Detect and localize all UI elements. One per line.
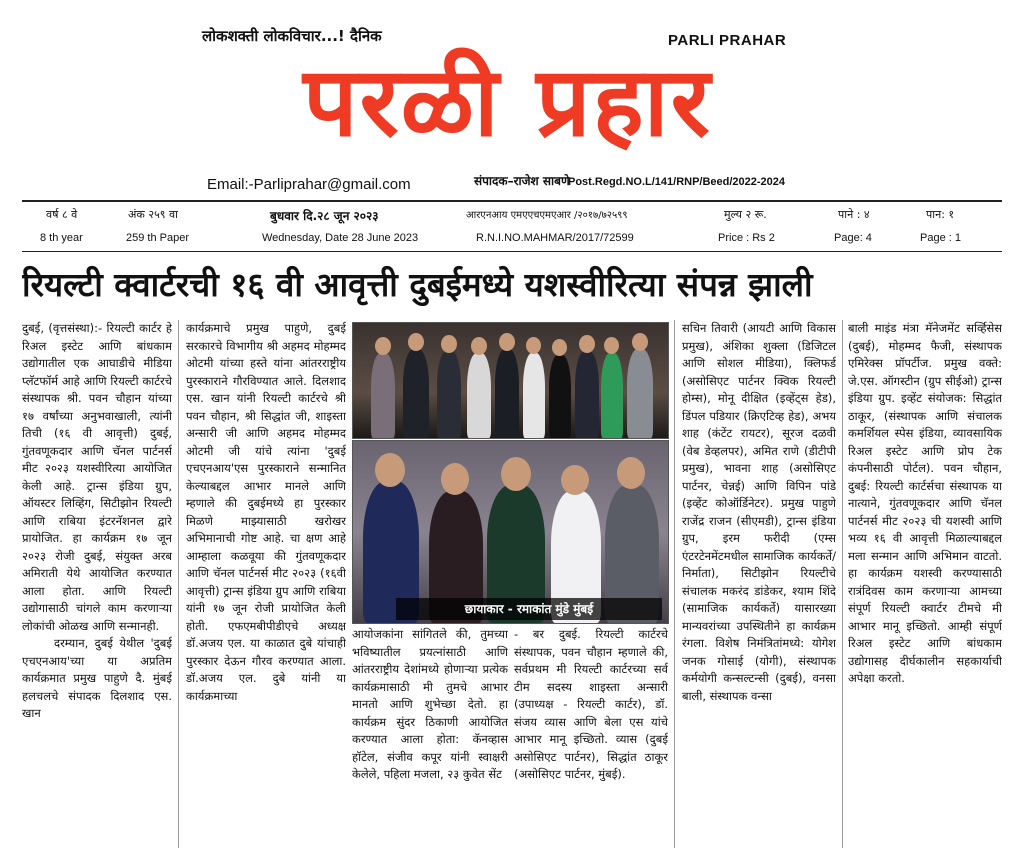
- newspaper-title: परळी प्रहार: [303, 46, 712, 158]
- article-headline: रियल्टी क्वार्टरची १६ वी आवृत्ती दुबईमध्ये यशस्वीरित्या संपन्न झाली: [22, 265, 813, 304]
- pages-mr: पाने : ४: [838, 208, 870, 221]
- article-column-3b: [514, 626, 668, 848]
- column-divider: [842, 320, 843, 848]
- event-group-photo: [352, 322, 669, 439]
- top-rule: [22, 200, 1002, 202]
- english-brand-name: PARLI PRAHAR: [668, 32, 787, 49]
- col1-paragraph-2: दरम्यान, दुबई येथील 'दुबई एचएनआय'च्या या अप्रतिम कार्यक्रमात प्रमुख पाहुणे दै. मुंबई हलचलचे संपादक दिलशाद एस. खान: [22, 636, 172, 720]
- photo-credit-caption: छायाकार - रमाकांत मुंडे मुंबई: [396, 598, 662, 620]
- col2-paragraph-1: कार्यक्रमाचे प्रमुख पाहुणे, दुबई सरकारचे विभागीय श्री अहमद मोहम्मद ओटमी यांच्या हस्ते यांना आंतरराष्ट्रीय पुरस्काराने गौरविण्यात आले. दिलशाद एस. खान यांनी रियल्टी कार्टरचे श्री पवन चौहान, श्री सिद्धांत जी, शाइस्ता अन्सारी जी आणि अहमद मोहम्मद ओटमी जी यांचे त्यांना 'दुबई एचएनआय'एस पुरस्काराने सन्मानित केल्याबद्दल आभार मानले आणि म्हणाले की दुबईमध्ये हा पुरस्कार मिळणे माझ्यासाठी खरोखर अभिमानाची गोष्ट आहे. चा क्षण आहे आम्हाला कळवूया की गुंतवणूकदार आणि चॅनल पार्टनर्स मीट २०२३ (१६वी आवृत्ती) ट्रान्स इंडिया ग्रुप आणि राबिया यांनी १७ जून रोजी प्रायोजित केली होती. एफएमबीपीडीएचे अध्यक्ष डॉ.अजय एल. या काळात दुबे यांचाही पुरस्कार देऊन गौरव करण्यात आला. डॉ.अजय एल. दुबे यांनी या कार्यक्रमाच्या: [186, 321, 346, 703]
- price-en: Price : Rs 2: [718, 232, 775, 244]
- email-address: Email:-Parliprahar@gmail.com: [207, 176, 411, 193]
- col3b-paragraph-1: - बर दुबई. रियल्टी कार्टरचे संस्थापक, पवन चौहान म्हणाले की, सर्वप्रथम मी रियल्टी कार्टरच्या सर्व टीम सदस्य शाइस्ता अन्सारी (उपाध्यक्ष - रियल्टी कार्टर), डॉ. संजय व्यास आणि बेला एस यांचे आभार मानू इच्छितो. व्यास (दुबई असोसिएट पार्टनर), सिद्धांत ठाकूर (असोसिएट पार्टनर, मुंबई).: [514, 627, 668, 781]
- col5-paragraph-1: बाली माइंड मंत्रा मॅनेजमेंट सर्व्हिसेस (दुबई), मोहम्मद फैजी, संस्थापक एमिरेक्स प्रॉपर्टीज. प्रमुख वक्ते: जे.एस. ऑगस्टीन (ग्रुप सीईओ) ट्रान्स इंडिया ग्रुप. इव्हेंट संयोजक: सिद्धांत ठाकूर, (संस्थापक आणि संचालक कमर्शियल स्पेस इंडिया, व्यावसायिक रिअल इस्टेट आणि प्रोप टेक कंपनीसाठी पोर्टल). पवन चौहान, दुबई: रियल्टी कार्टर्सचा संस्थापक या नात्याने, गुंतवणूकदार आणि चॅनल पार्टनर्स मीट २०२३ ची यशस्वी आणि भव्य १६ वी आवृत्ती मिळाल्याबद्दल मला सन्मान आणि अभिमान वाटतो. हा कार्यक्रम यशस्वी करण्यासाठी रात्रंदिवस काम करणाऱ्या आमच्या संपूर्ण रियल्टी क्वार्टर टीमचे मी आभार मानू इच्छितो. आम्ही संपूर्ण रिअल इस्टेट आणि बांधकाम उद्योगासह दीर्घकालीन सहकार्याची अपेक्षा करतो.: [848, 321, 1002, 685]
- editor-name: संपादक–राजेश साबणे: [474, 174, 570, 188]
- masthead-tagline: लोकशक्ती लोकविचार...! दैनिक: [202, 27, 382, 45]
- info-rule: [22, 251, 1002, 252]
- article-column-4: [682, 320, 836, 848]
- date-mr: बुधवार दि.२८ जून २०२३: [270, 209, 379, 223]
- date-en: Wednesday, Date 28 June 2023: [262, 232, 419, 244]
- column-divider: [674, 320, 675, 848]
- article-column-5: [848, 320, 1002, 848]
- year-mr: वर्ष ८ वे: [46, 208, 78, 221]
- pages-en: Page: 4: [834, 232, 872, 244]
- issue-mr: अंक २५९ वा: [128, 208, 178, 221]
- rni-en: R.N.I.NO.MAHMAR/2017/72599: [476, 232, 634, 244]
- column-divider: [178, 320, 179, 848]
- issue-en: 259 th Paper: [126, 232, 189, 244]
- page-en: Page : 1: [920, 232, 961, 244]
- article-column-1: [22, 320, 172, 848]
- year-en: 8 th year: [40, 232, 83, 244]
- article-column-3: [352, 626, 508, 848]
- price-mr: मुल्य २ रू.: [724, 208, 767, 221]
- postal-registration: Post.Regd.NO.L/141/RNP/Beed/2022-2024: [568, 176, 786, 188]
- rni-mr: आरएनआय एमएएचएमएआर /२०१७/७२५९९: [466, 210, 628, 221]
- page-mr: पान: १: [926, 208, 955, 221]
- award-recipients-photo: [352, 440, 669, 624]
- article-column-2: [186, 320, 346, 848]
- col1-paragraph-1: दुबई, (वृत्तसंस्था):- रियल्टी कार्टर हे रिअल इस्टेट आणि बांधकाम उद्योगातील एक आघाडीचे मीडिया प्लॅटफॉर्म आहे आणि रियल्टी कार्टरचे संस्थापक श्री. पवन चौहान यांच्या १७ वर्षांच्या अनुभवाखाली, त्यांनी तिची (१६ वी आवृत्ती) दुबई, गुंतवणूकदार आणि चॅनल पार्टनर्स मीट २०२३ यशस्वीरित्या आयोजित केली आहे. ट्रान्स इंडिया ग्रुप, ऑयस्टर लिव्हिंग, सिटीझोन रियल्टी आणि राबिया इंटरनॅशनल द्वारे प्रायोजित. हा कार्यक्रम १७ जून २०२३ रोजी दुबई, संयुक्त अरब अमिराती येथे आयोजित करण्यात आला होता. आणि रियल्टी उद्योगासाठी चांगले काम करणाऱ्या लोकांची ओळख आणि सन्मानही.: [22, 321, 172, 633]
- col3-paragraph-1: आयोजकांना सांगितले की, तुमच्या भविष्यातील प्रयत्नांसाठी आणि आंतरराष्ट्रीय देशांमध्ये होणाऱ्या प्रत्येक कार्यक्रमासाठी मी तुमचे आभार मानतो आणि शुभेच्छा देतो. हा कार्यक्रम सुंदर ठिकाणी आयोजित करण्यात आला होता: कॅनव्हास हॉटेल, संजीव कपूर यांनी स्वाक्षरी केलेले, पहिला मजला, २३ कुवेत सेंट: [352, 627, 508, 781]
- col4-paragraph-1: सचिन तिवारी (आयटी आणि विकास प्रमुख), अंशिका शुक्ला (डिजिटल आणि सोशल मीडिया), क्लिफर्ड (असोसिएट पार्टनर क्विक रियल्टी होम्स), मोनू दीक्षित (इव्हेंट्स हेड), डिंपल पडियार (क्रिएटिव्ह हेड), अभय शाह (कंटेंट रायटर), सूरज दळवी (वेब डेव्हलपर), अमित राणे (डीटीपी प्रमुख), भावना शाह (असोसिएट पार्टनर, चेन्नई) आणि विपिन पांडे (इव्हेंट कोऑर्डिनेटर). प्रमुख पाहुणे राजेंद्र राजन (सीएमडी), ट्रान्स इंडिया ग्रुप, इरम फरीदी (एम्स एंटरटेनमेंटमधील सामाजिक कार्यकर्ते/निर्माता), सिटीझोन रियल्टीचे संचालक मकरंद डांडेकर, श्याम शिंदे (सामाजिक कार्यकर्ते) यासारख्या मान्यवरांच्या उपस्थितीने हा कार्यक्रम रंगला. विशेष निमंत्रितांमध्ये: योगेश जनक गोसाई (योगी), संस्थापक कर्मयोगी कन्सल्टन्सी (दुबई), वनसा बाली, संस्थापक वन्सा: [682, 321, 836, 703]
